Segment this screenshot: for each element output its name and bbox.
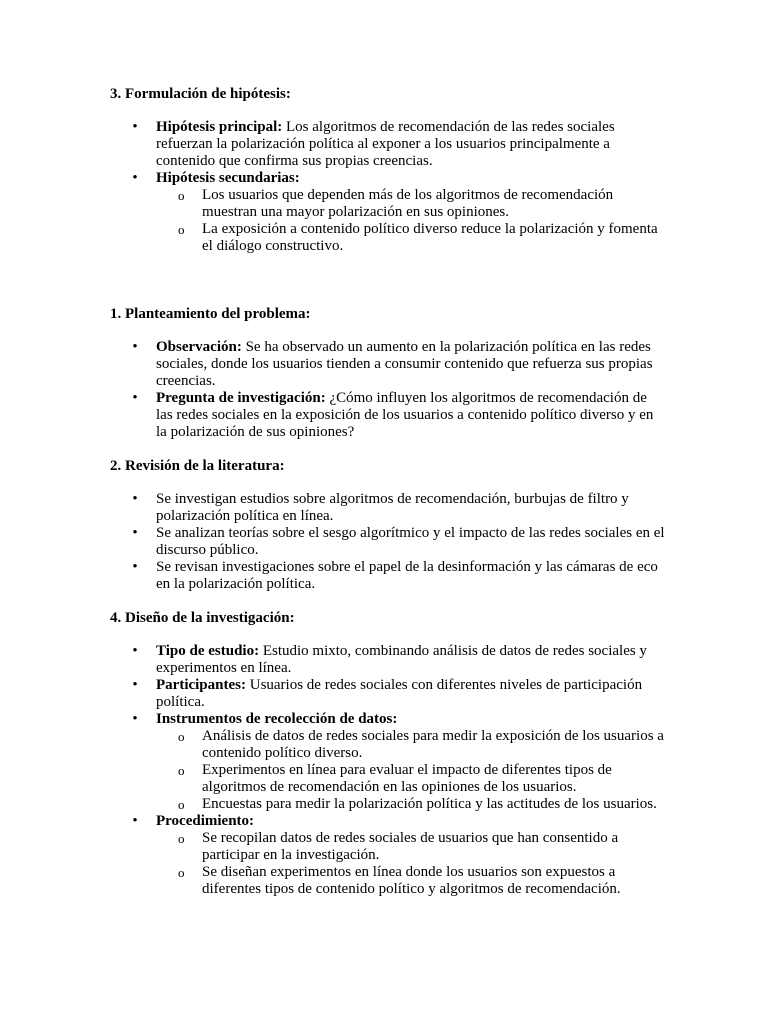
circle-bullet-icon: o (178, 222, 185, 237)
list-item (110, 711, 665, 813)
circle-bullet-icon: o (178, 831, 185, 846)
bullet-list (110, 339, 665, 441)
bullet-icon: • (132, 491, 138, 507)
circle-bullet-icon: o (178, 188, 185, 203)
list-item (110, 390, 665, 441)
sub-item-text: Análisis de datos de redes sociales para medir la exposición de los usuarios a contenido político diverso. (202, 728, 664, 761)
item-text: Usuarios de redes sociales con diferentes niveles de participación política. (156, 677, 643, 710)
sub-list-item (156, 187, 665, 221)
circle-bullet-icon: o (178, 797, 185, 812)
list-item (110, 119, 665, 170)
item-text: Los algoritmos de recomendación de las redes sociales refuerzan la polarización política al exponer a los usuarios principalmente a contenido que confirma sus propias creencias. (156, 119, 615, 169)
sub-item-text: La exposición a contenido político diverso reduce la polarización y fomenta el diálogo constructivo. (202, 221, 658, 254)
item-label: Procedimiento: (156, 813, 255, 829)
item-label: Observación: (156, 339, 242, 355)
bullet-icon: • (132, 119, 138, 135)
section-heading: 4. Diseño de la investigación: (110, 610, 295, 626)
circle-bullet-icon: o (178, 865, 185, 880)
item-text: Se revisan investigaciones sobre el papel de la desinformación y las cámaras de eco en la polarización política. (156, 559, 658, 592)
sub-list-item (156, 830, 665, 864)
bullet-icon: • (132, 559, 138, 575)
sub-list-item (156, 728, 665, 762)
list-item (110, 170, 665, 255)
section-problem-statement (110, 306, 665, 441)
item-text: ¿Cómo influyen los algoritmos de recomendación de las redes sociales en la exposición de los usuarios a contenido político diverso y en la polarización de sus opiniones? (156, 390, 654, 440)
section-research-design (110, 610, 665, 898)
section-heading: 3. Formulación de hipótesis: (110, 86, 291, 102)
list-item (110, 339, 665, 390)
bullet-list (110, 119, 665, 255)
list-item (110, 643, 665, 677)
sub-item-text: Los usuarios que dependen más de los algoritmos de recomendación muestran una mayor polarización en sus opiniones. (202, 187, 614, 220)
bullet-icon: • (132, 390, 138, 406)
sub-list (156, 728, 665, 813)
sub-item-text: Encuestas para medir la polarización política y las actitudes de los usuarios. (202, 796, 657, 812)
sub-list (156, 830, 665, 898)
bullet-icon: • (132, 170, 138, 186)
circle-bullet-icon: o (178, 763, 185, 778)
bullet-icon: • (132, 643, 138, 659)
bullet-icon: • (132, 339, 138, 355)
list-item (110, 559, 665, 593)
sub-item-text: Experimentos en línea para evaluar el impacto de diferentes tipos de algoritmos de recomendación en las opiniones de los usuarios. (202, 762, 612, 795)
item-label: Instrumentos de recolección de datos: (156, 711, 398, 727)
item-label: Tipo de estudio: (156, 643, 260, 659)
section-literature-review (110, 458, 665, 593)
list-item (110, 813, 665, 898)
item-label: Hipótesis secundarias: (156, 170, 300, 186)
sub-list-item (156, 221, 665, 255)
circle-bullet-icon: o (178, 729, 185, 744)
list-item (110, 491, 665, 525)
sub-list-item (156, 796, 665, 813)
item-label: Pregunta de investigación: (156, 390, 326, 406)
bullet-list (110, 491, 665, 593)
sub-list-item (156, 864, 665, 898)
sub-item-text: Se diseñan experimentos en línea donde los usuarios son expuestos a diferentes tipos de contenido político y algoritmos de recomendación. (202, 864, 621, 897)
item-text: Estudio mixto, combinando análisis de datos de redes sociales y experimentos en línea. (156, 643, 647, 676)
section-heading: 2. Revisión de la literatura: (110, 458, 285, 474)
sub-list (156, 187, 665, 255)
item-label: Hipótesis principal: (156, 119, 283, 135)
section-hypothesis (110, 86, 665, 255)
bullet-icon: • (132, 813, 138, 829)
sub-list-item (156, 762, 665, 796)
sub-item-text: Se recopilan datos de redes sociales de usuarios que han consentido a participar en la investigación. (202, 830, 619, 863)
list-item (110, 525, 665, 559)
list-item (110, 677, 665, 711)
item-text: Se ha observado un aumento en la polarización política en las redes sociales, donde los usuarios tienden a consumir contenido que refuerza sus propias creencias. (156, 339, 653, 389)
item-text: Se analizan teorías sobre el sesgo algorítmico y el impacto de las redes sociales en el discurso público. (156, 525, 665, 558)
bullet-icon: • (132, 525, 138, 541)
item-text: Se investigan estudios sobre algoritmos de recomendación, burbujas de filtro y polarización política en línea. (156, 491, 629, 524)
bullet-icon: • (132, 677, 138, 693)
section-heading: 1. Planteamiento del problema: (110, 306, 311, 322)
item-label: Participantes: (156, 677, 246, 693)
bullet-list (110, 643, 665, 898)
bullet-icon: • (132, 711, 138, 727)
